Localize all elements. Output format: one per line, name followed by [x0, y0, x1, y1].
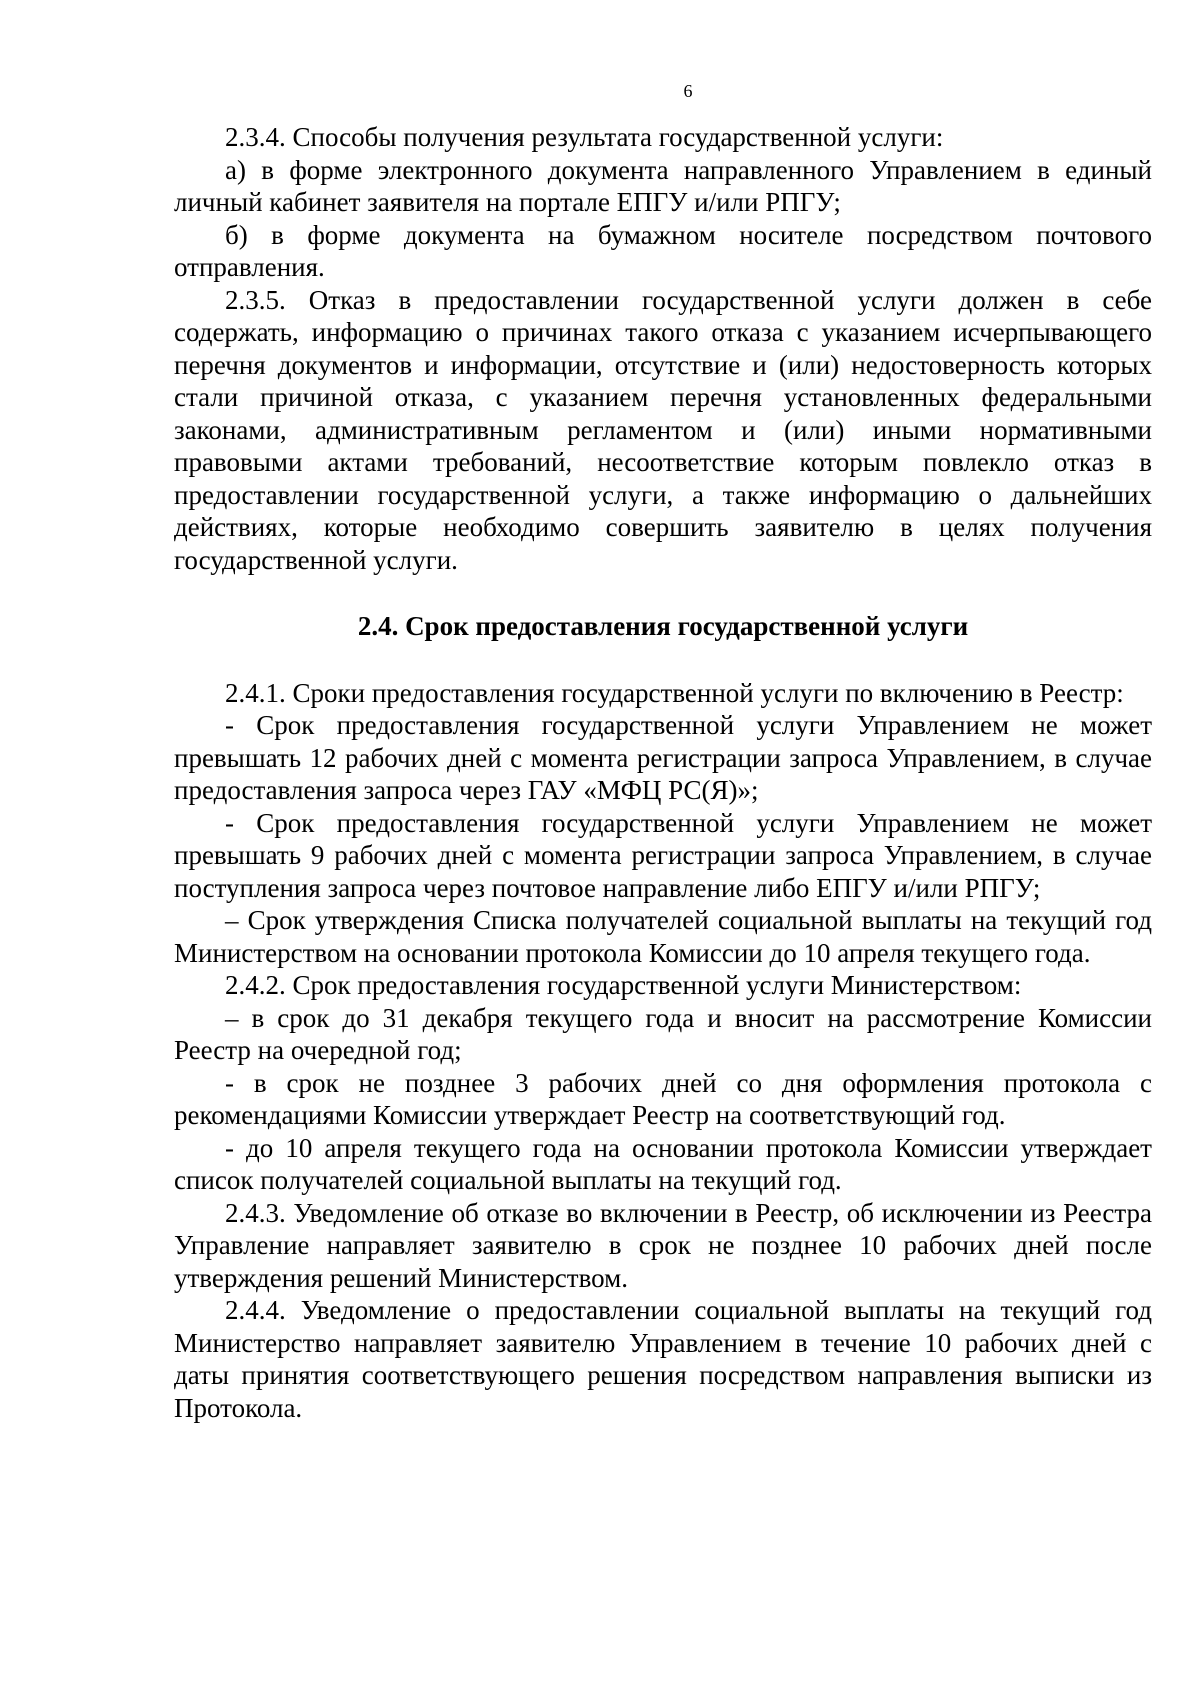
document-body	[174, 121, 1152, 1424]
paragraph-2-3-4-b: б) в форме документа на бумажном носителе посредством почтового отправления.	[174, 219, 1152, 282]
paragraph-2-4-2: 2.4.2. Срок предоставления государственной услуги Министерством:	[225, 970, 1022, 1000]
paragraph-2-4-1-item-3: – Срок утверждения Списка получателей социальной выплаты на текущий год Министерством на основании протокола Комиссии до 10 апреля текущего года.	[174, 905, 1152, 968]
paragraph-2-4-4: 2.4.4. Уведомление о предоставлении социальной выплаты на текущий год Министерство направляет заявителю Управлением в течение 10 рабочих дней с даты принятия соответствующего решения посредством направления выписки из Протокола.	[174, 1295, 1152, 1423]
paragraph-2-4-2-item-2: - в срок не позднее 3 рабочих дней со дня оформления протокола с рекомендациями Комиссии утверждает Реестр на соответствующий год.	[174, 1067, 1152, 1130]
page-number: 6	[683, 81, 693, 101]
paragraph-2-4-2-item-1: – в срок до 31 декабря текущего года и вносит на рассмотрение Комиссии Реестр на очередной год;	[174, 1002, 1152, 1065]
paragraph-2-4-3: 2.4.3. Уведомление об отказе во включении в Реестр, об исключении из Реестра Управление направляет заявителю в срок не позднее 10 рабочих дней после утверждения решений Министерством.	[174, 1197, 1152, 1293]
section-heading-2-4: 2.4. Срок предоставления государственной услуги	[357, 611, 969, 641]
paragraph-2-4-1-item-2: - Срок предоставления государственной услуги Управлением не может превышать 9 рабочих дней с момента регистрации запроса Управлением, в случае поступления запроса через почтовое направление либо ЕПГУ и/или РПГУ;	[174, 807, 1152, 903]
paragraph-2-3-4-a: а) в форме электронного документа направленного Управлением в единый личный кабинет заявителя на портале ЕПГУ и/или РПГУ;	[174, 154, 1152, 217]
paragraph-2-3-4: 2.3.4. Способы получения результата государственной услуги:	[225, 122, 944, 152]
paragraph-2-4-1-item-1: - Срок предоставления государственной услуги Управлением не может превышать 12 рабочих дней с момента регистрации запроса Управлением, в случае предоставления запроса через ГАУ «МФЦ РС(Я)»;	[174, 710, 1152, 805]
paragraph-2-4-1: 2.4.1. Сроки предоставления государственной услуги по включению в Реестр:	[225, 677, 1124, 708]
paragraph-2-3-5: 2.3.5. Отказ в предоставлении государственной услуги должен в себе содержать, информацию о причинах такого отказа с указанием исчерпывающего перечня документов и информации, отсутствие и (или) недостоверность которых стали причиной отказа, с указанием перечня установленных федеральными законами, административным регламентом и (или) иными нормативными правовыми актами требований, несоответствие которым повлекло отказ в предоставлении государственной услуги, а также информацию о дальнейших действиях, которые необходимо совершить заявителю в целях получения государственной услуги.	[174, 284, 1152, 575]
paragraph-2-4-2-item-3: - до 10 апреля текущего года на основании протокола Комиссии утверждает список получателей социальной выплаты на текущий год.	[174, 1132, 1152, 1195]
